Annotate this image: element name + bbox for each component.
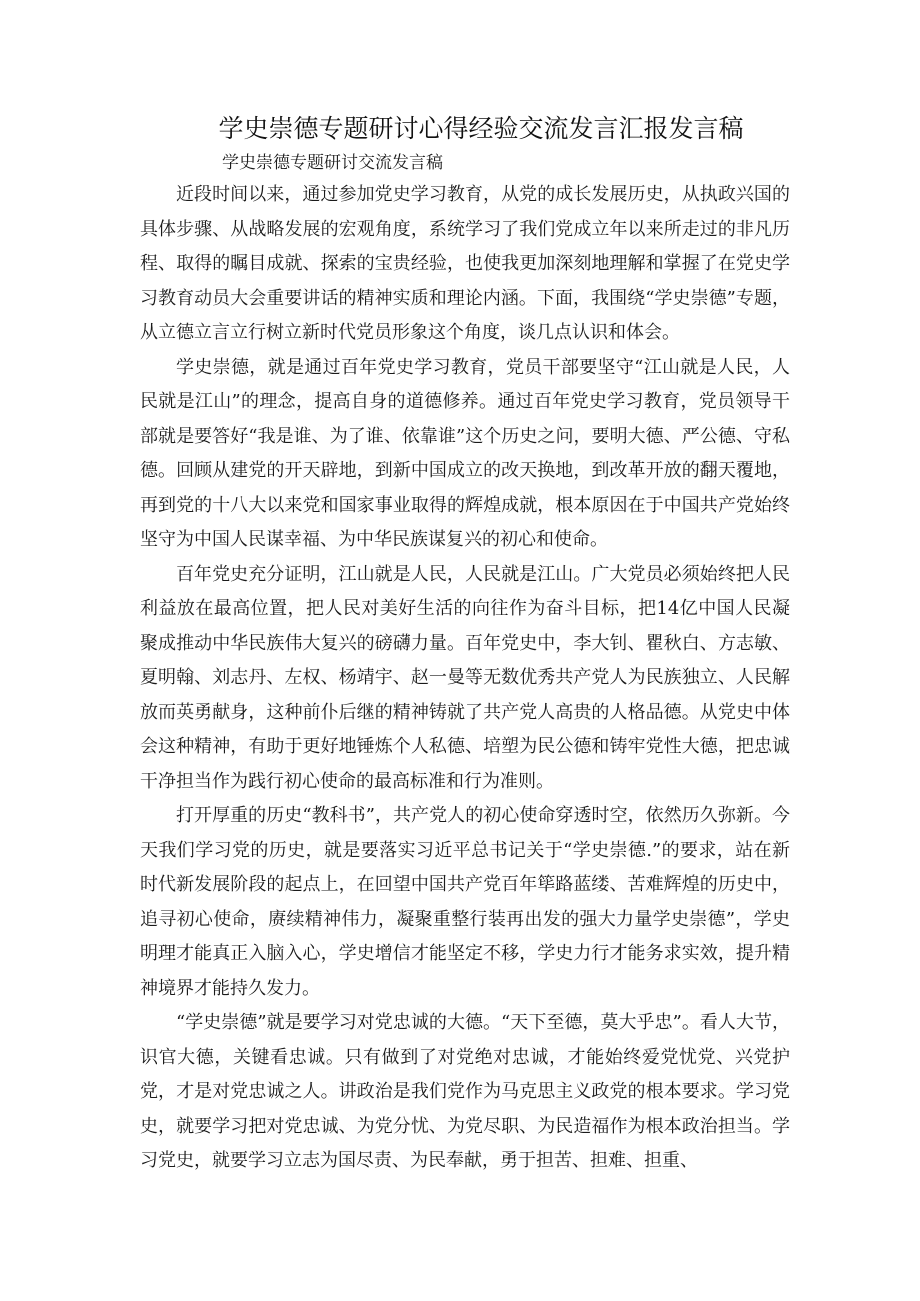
paragraph-2: 学史崇德，就是通过百年党史学习教育，党员干部要坚守“江山就是人民，人民就是江山”的理念，提高自身的道德修养。通过百年党史学习教育，党员领导干部就是要答好“我是谁、为了谁、依靠谁”这个历史之问，要明大德、严公德、守私德。回顾从建党的开天辟地，到新中国成立的改天换地，到改革开放的翻天覆地，再到党的十八大以来党和国家事业取得的辉煌成就，根本原因在于中国共产党始终坚守为中国人民谋幸福、为中华民族谋复兴的初心和使命。 <box>140 356 790 550</box>
document-body <box>140 178 790 1179</box>
paragraph-5: “学史崇德”就是要学习对党忠诚的大德。“天下至德，莫大乎忠”。看人大节，识官大德，关键看忠诚。只有做到了对党绝对忠诚，才能始终爱党忧党、兴党护党，才是对党忠诚之人。讲政治是我们党作为马克思主义政党的根本要求。学习党史，就要学习把对党忠诚、为党分忧、为党尽职、为民造福作为根本政治担当。学习党史，就要学习立志为国尽责、为民奉献，勇于担苦、担难、担重、 <box>140 1012 790 1171</box>
paragraph-4: 打开厚重的历史“教科书”，共产党人的初心使命穿透时空，依然历久弥新。今天我们学习党的历史，就是要落实习近平总书记关于“学史崇德.”的要求，站在新时代新发展阶段的起点上，在回望中国共产党百年筚路蓝缕、苦难辉煌的历史中，追寻初心使命，赓续精神伟力，凝聚重整行装再出发的强大力量学史崇德”，学史明理才能真正入脑入心，学史增信才能坚定不移，学史力行才能务求实效，提升精神境界才能持久发力。 <box>140 805 790 999</box>
paragraph-1: 近段时间以来，通过参加党史学习教育，从党的成长发展历史，从执政兴国的具体步骤、从战略发展的宏观角度，系统学习了我们党成立年以来所走过的非凡历程、取得的瞩目成就、探索的宝贵经验，也使我更加深刻地理解和掌握了在党史学习教育动员大会重要讲话的精神实质和理论内涵。下面，我围绕“学史崇德”专题，从立德立言立行树立新时代党员形象这个角度，谈几点认识和体会。 <box>140 184 790 343</box>
document-subtitle: 学史崇德专题研讨交流发言稿 <box>222 153 443 173</box>
paragraph-3: 百年党史充分证明，江山就是人民，人民就是江山。广大党员必须始终把人民利益放在最高位置，把人民对美好生活的向往作为奋斗目标，把14亿中国人民凝聚成推动中华民族伟大复兴的磅礴力量。百年党史中，李大钊、瞿秋白、方志敏、夏明翰、刘志丹、左权、杨靖宇、赵一曼等无数优秀共产党人为民族独立、人民解放而英勇献身，这种前仆后继的精神铸就了共产党人高贵的人格品德。从党史中体会这种精神，有助于更好地锤炼个人私德、培塑为民公德和铸牢党性大德，把忠诚干净担当作为践行初心使命的最高标准和行为准则。 <box>140 563 790 792</box>
document-title: 学史崇德专题研讨心得经验交流发言汇报发言稿 <box>218 114 744 143</box>
